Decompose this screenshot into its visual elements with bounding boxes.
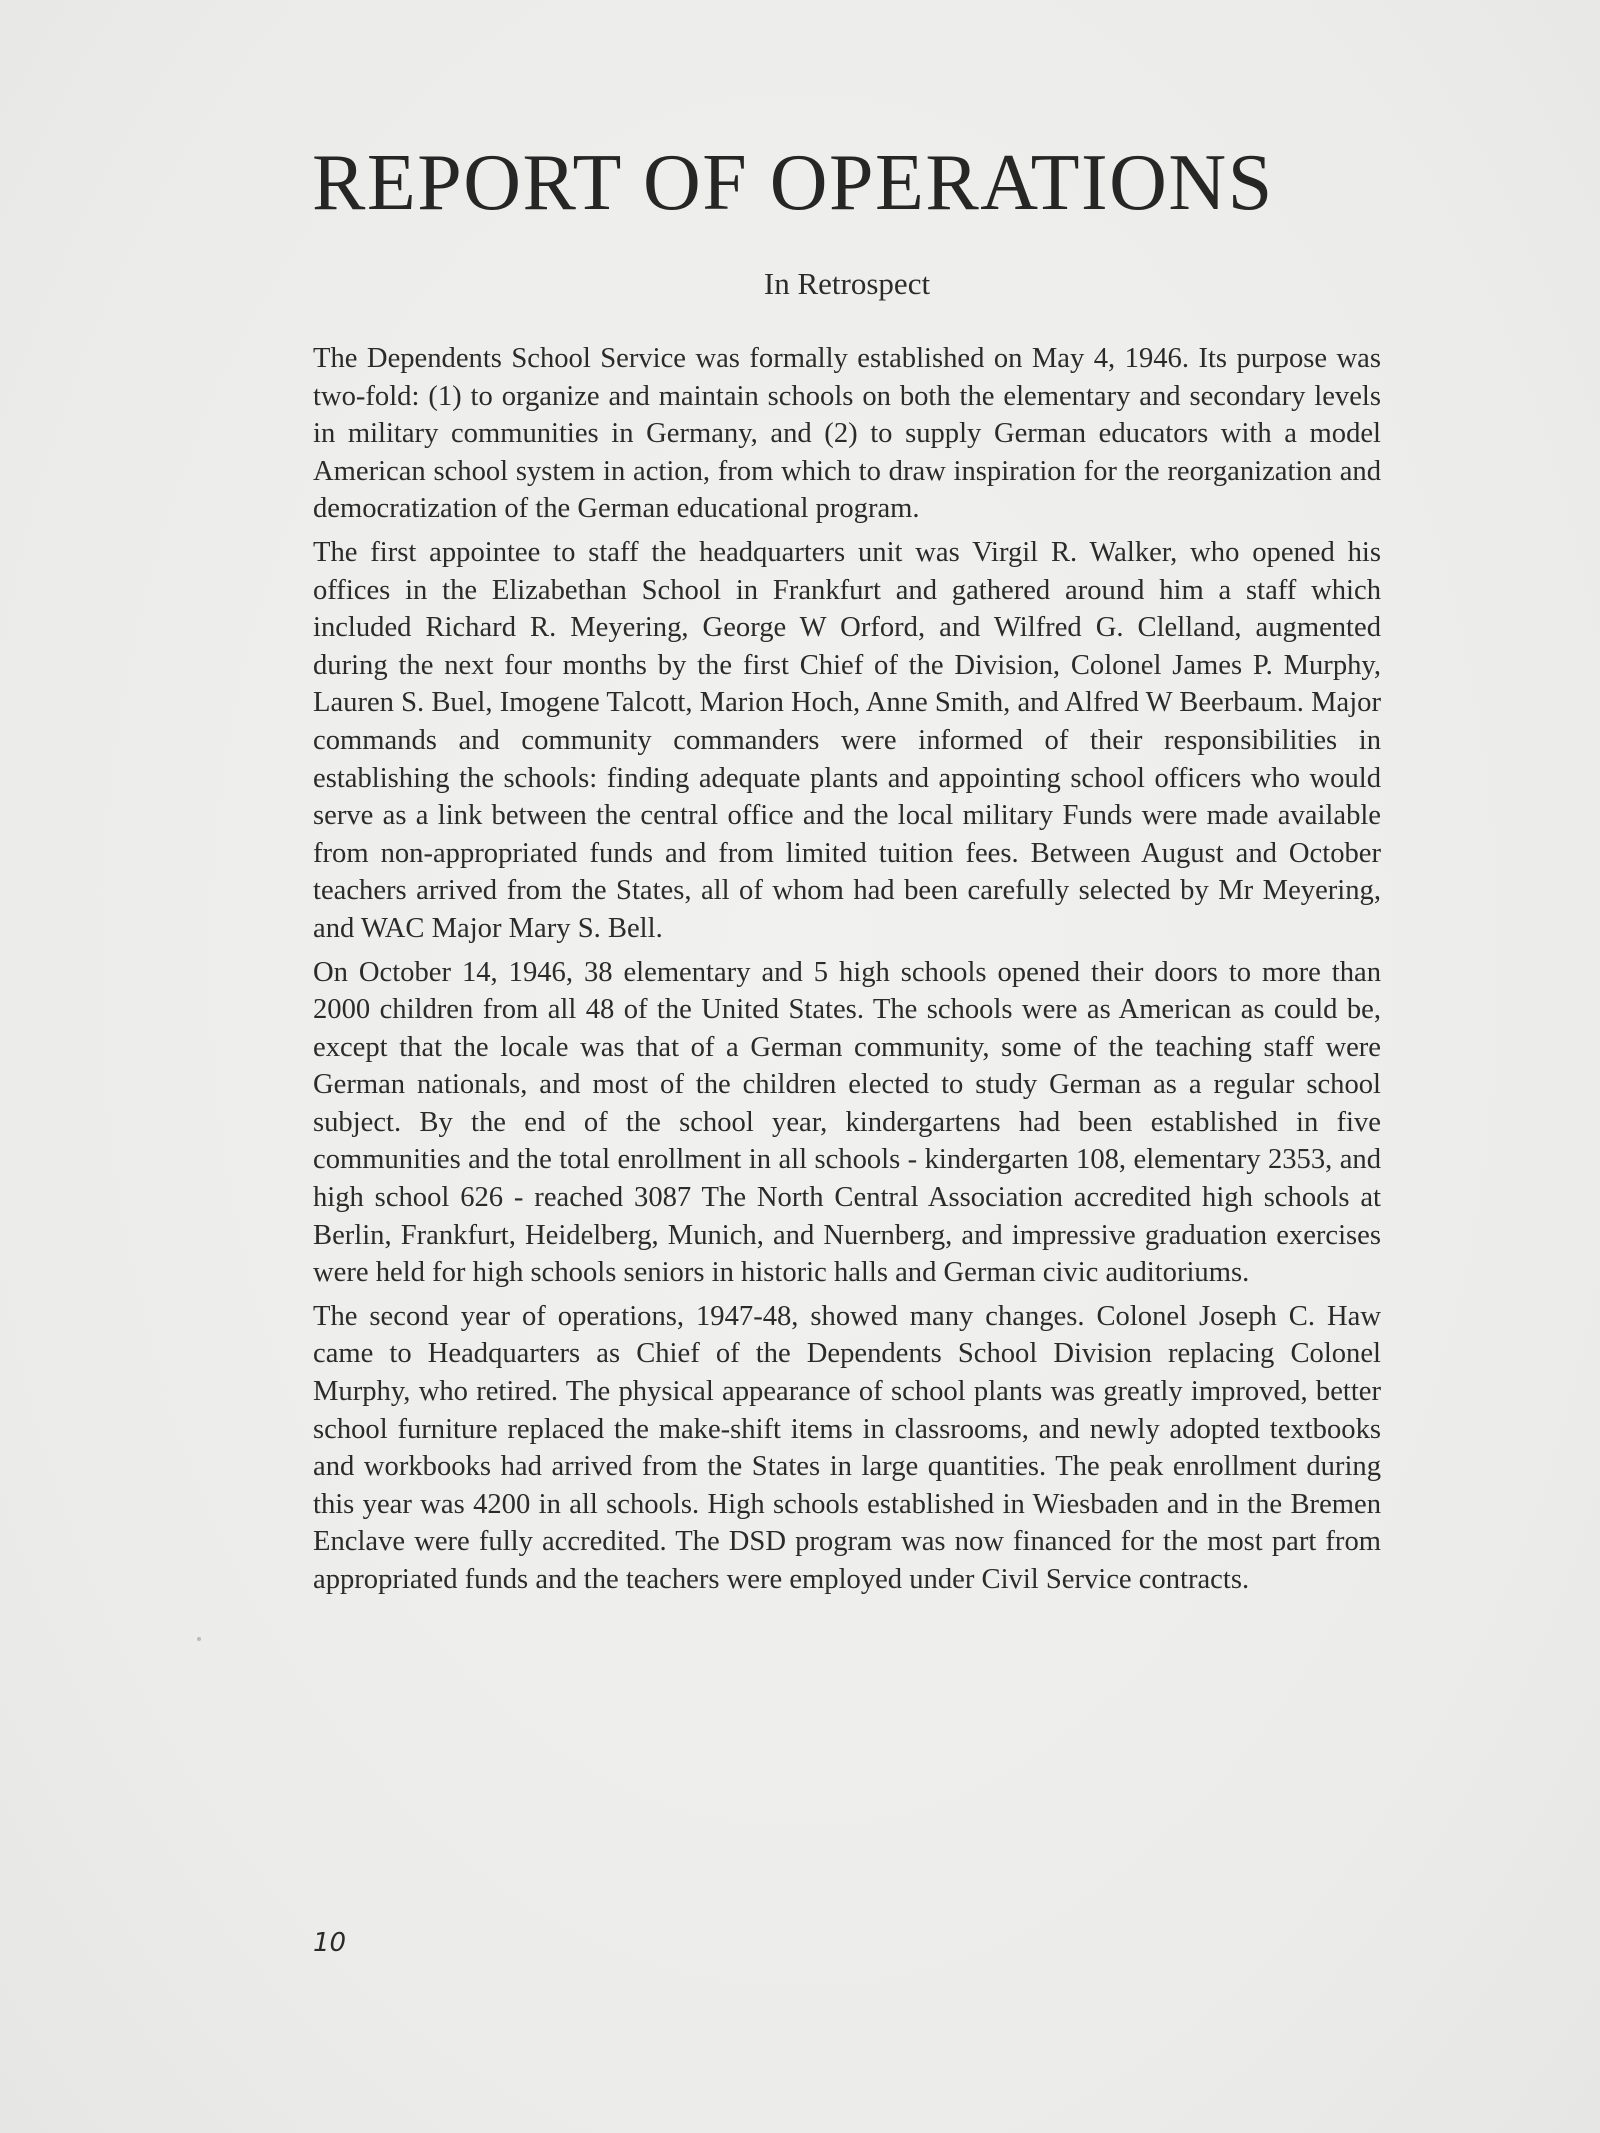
paper-speck: [197, 1637, 201, 1641]
paragraph-headquarters-staff: The first appointee to staff the headquarters unit was Virgil R. Walker, who opened his offices in the Elizabethan School in Frankfurt and gathered around him a staff which included Richard R. Meyering, George W Orford, and Wilfred G. Clelland, augmented during the next four months by the first Chief of the Division, Colonel James P. Murphy, Lauren S. Buel, Imogene Talcott, Marion Hoch, Anne Smith, and Alfred W Beerbaum. Major commands and community commanders were informed of their responsibilities in establishing the schools: finding adequate plants and appointing school officers who would serve as a link between the central office and the local military Funds were made available from non-appropriated funds and from limited tuition fees. Between August and October teachers arrived from the States, all of whom had been carefully selected by Mr Meyering, and WAC Major Mary S. Bell.: [313, 536, 1381, 944]
page-title: REPORT OF OPERATIONS: [312, 139, 1274, 227]
page-number: 10: [313, 1928, 347, 1958]
paragraph-second-year: The second year of operations, 1947-48, showed many changes. Colonel Joseph C. Haw came to Headquarters as Chief of the Dependents School Division replacing Colonel Murphy, who retired. The physical appearance of school plants was greatly improved, better school furniture replaced the make-shift items in classrooms, and newly adopted textbooks and workbooks had arrived from the States in large quantities. The peak enrollment during this year was 4200 in all schools. High schools established in Wiesbaden and in the Bremen Enclave were fully accredited. The DSD program was now financed for the most part from appropriated funds and the teachers were employed under Civil Service contracts.: [313, 1300, 1381, 1595]
paragraph-establishment: The Dependents School Service was formally established on May 4, 1946. Its purpose was two-fold: (1) to organize and maintain schools on both the elementary and secondary levels in military communities in Germany, and (2) to supply German educators with a model American school system in action, from which to draw inspiration for the reorganization and democratization of the German educational program.: [313, 343, 1381, 525]
body-text: [313, 340, 1381, 1605]
page-subtitle: In Retrospect: [763, 266, 931, 301]
paragraph-first-year: On October 14, 1946, 38 elementary and 5 high schools opened their doors to more than 2000 children from all 48 of the United States. The schools were as American as could be, except that the locale was that of a German community, some of the teaching staff were German nationals, and most of the children elected to study German as a regular school subject. By the end of the school year, kindergartens had been established in five communities and the total enrollment in all schools - kindergarten 108, elementary 2353, and high school 626 - reached 3087 The North Central Association accredited high schools at Berlin, Frankfurt, Heidelberg, Munich, and Nuernberg, and impressive graduation exercises were held for high schools seniors in historic halls and German civic auditoriums.: [313, 956, 1381, 1289]
